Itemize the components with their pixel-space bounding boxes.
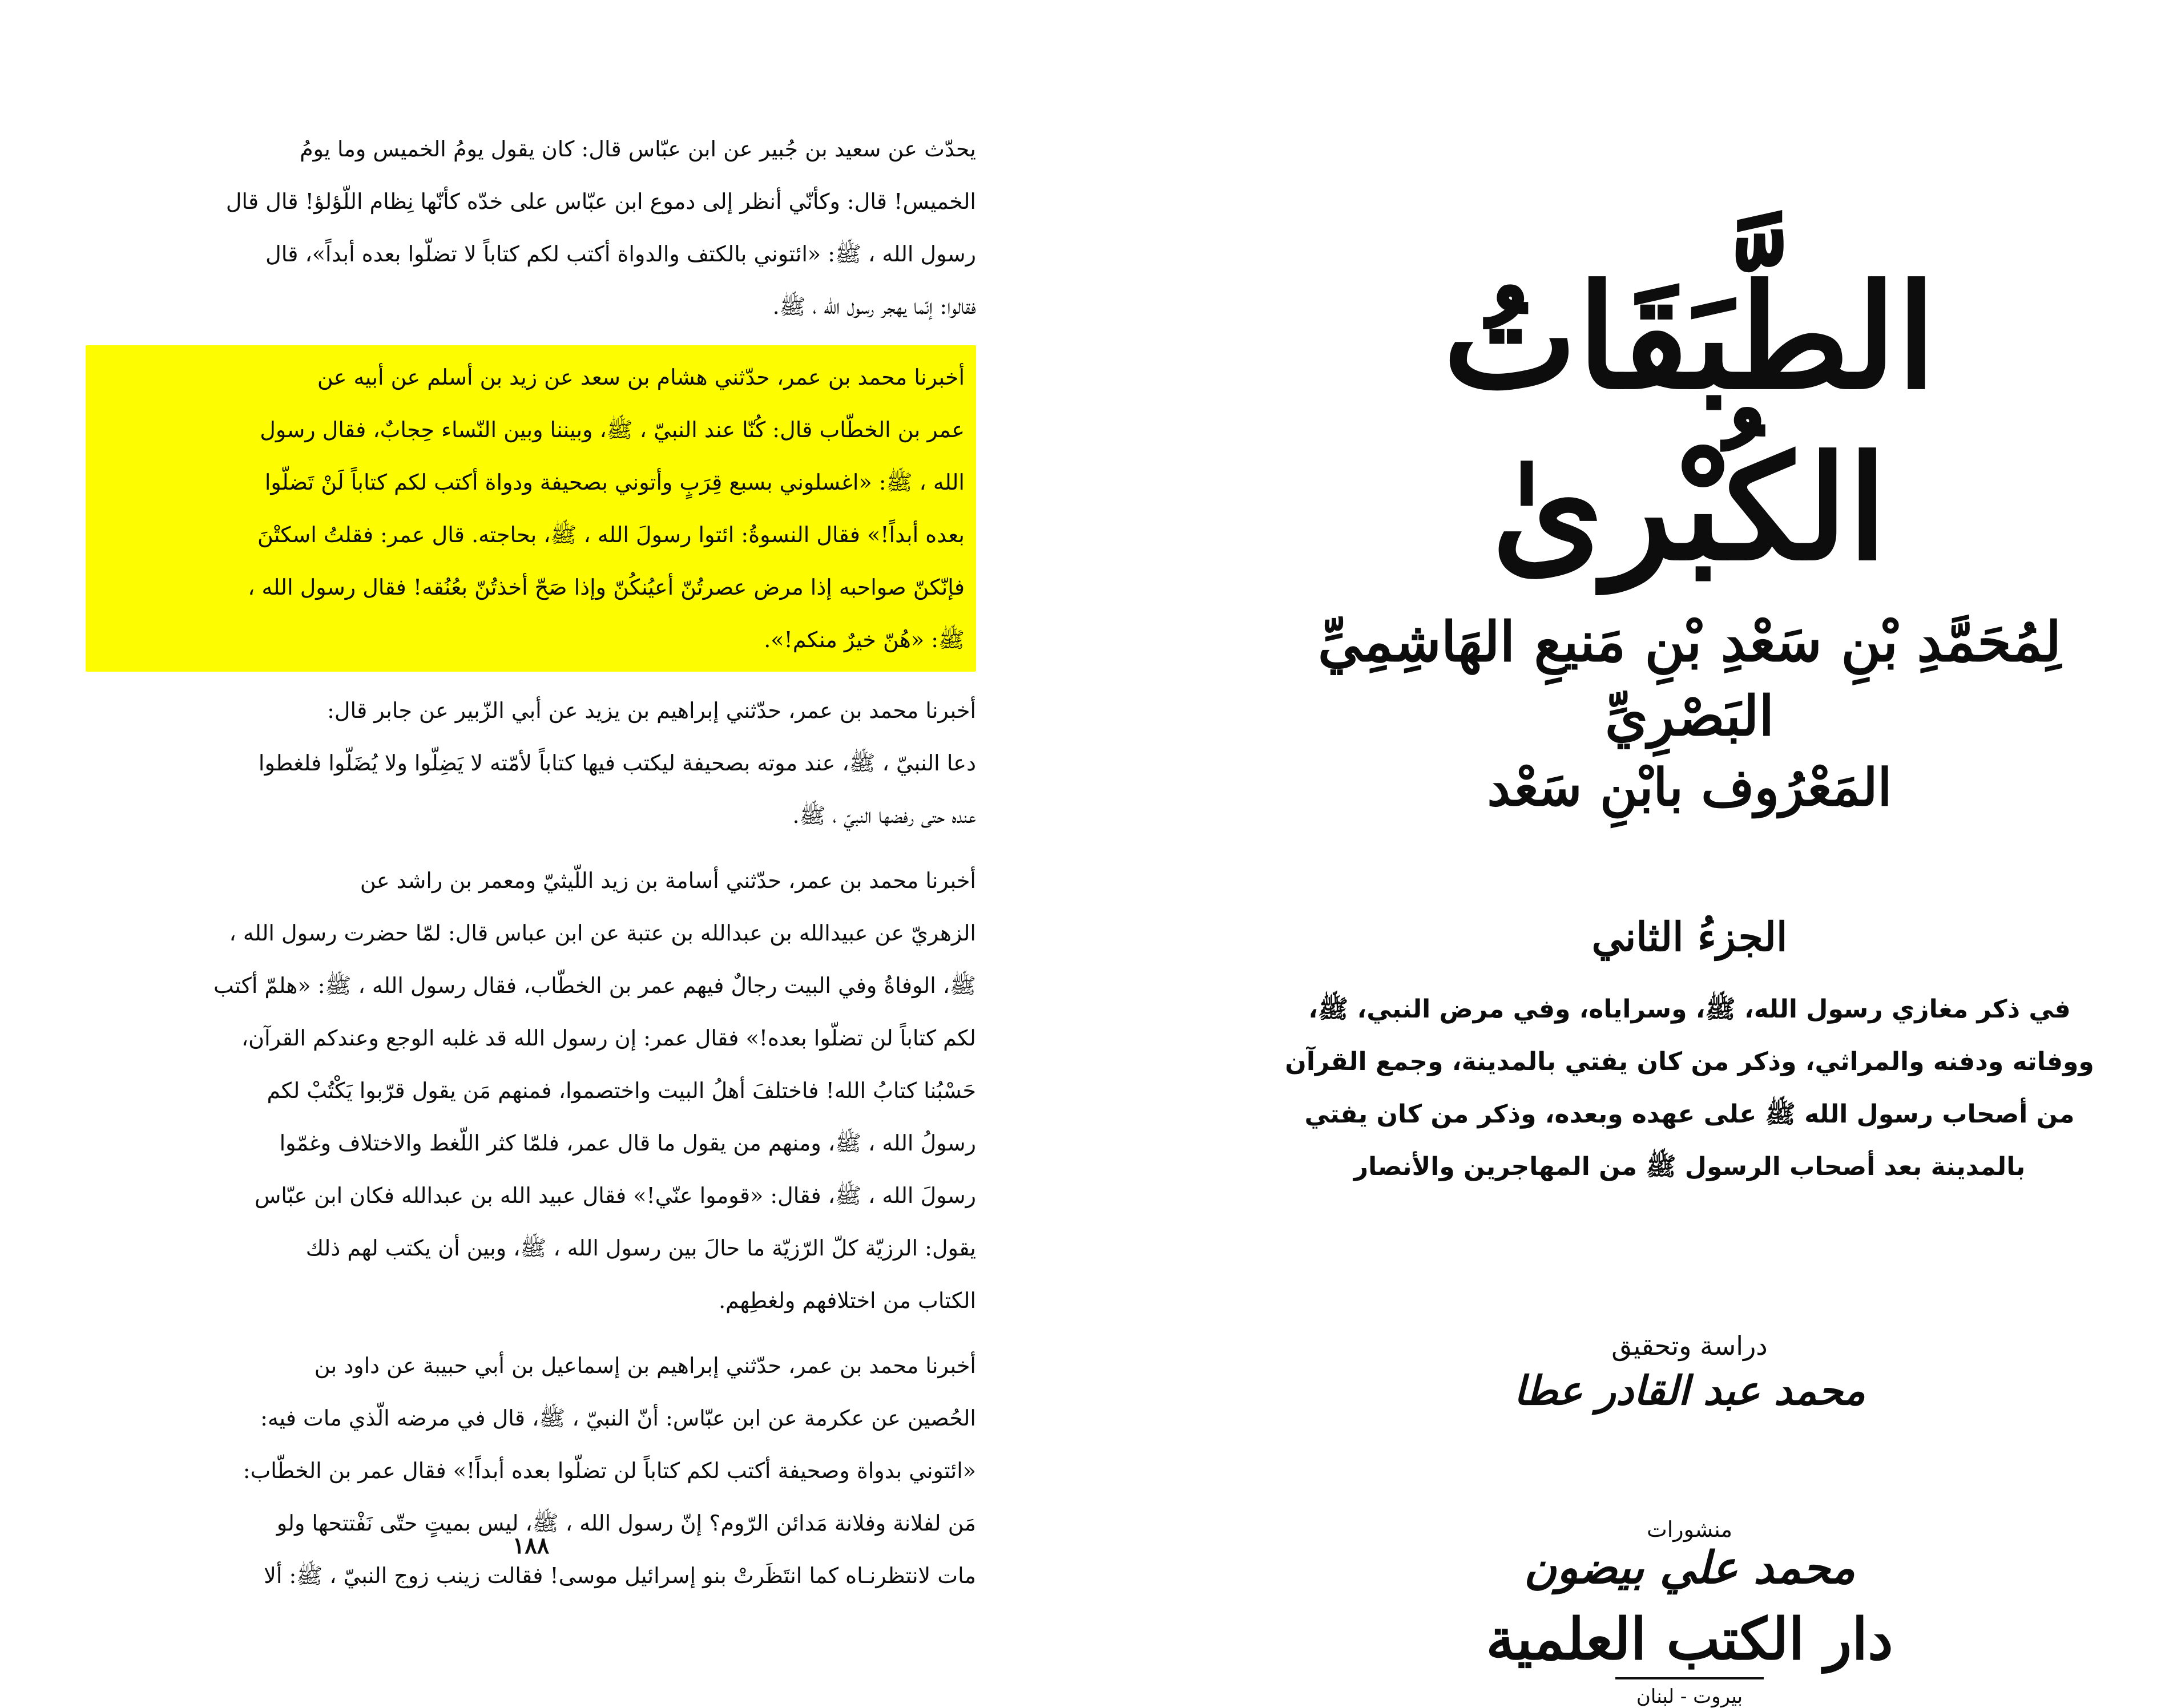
text-line: دعا النبيّ ، ﷺ، عند موته بصحيفة ليكتب فيها كتاباً لأمّته لا يَضِلّوا ولا يُضَلّوا فلغطوا xyxy=(258,750,976,776)
text-line: بعده أبداً!» فقال النسوةُ: ائتوا رسولَ الله ، ﷺ، بحاجته. قال عمر: فقلتُ اسكتْنَ xyxy=(257,522,965,547)
paragraph-5 xyxy=(86,1339,976,1602)
text-line: عمر بن الخطّاب قال: كُنّا عند النبيّ ، ﷺ، وبيننا وبين النّساء حِجابٌ، فقال رسول xyxy=(260,417,965,442)
left-page xyxy=(86,123,976,1588)
volume-label: الجزءُ الثاني xyxy=(1591,913,1788,960)
author-known-as: المَعْرُوف بابْنِ سَعْد xyxy=(1487,757,1892,818)
text-line: فقالوا: إنّما يهجر رسول الله ، ﷺ. xyxy=(772,294,976,319)
text-line: أخبرنا محمد بن عمر، حدّثني إبراهيم بن يزيد عن أبي الزّبير عن جابر قال: xyxy=(327,698,976,723)
paragraph-4 xyxy=(86,854,976,1327)
publications-label: منشورات xyxy=(1646,1517,1733,1542)
text-line: يحدّث عن سعيد بن جُبير عن ابن عبّاس قال: كان يقول يومُ الخميس وما يومُ xyxy=(300,136,976,161)
text-line: الحُصين عن عكرمة عن ابن عبّاس: أنّ النبيّ ، ﷺ، قال في مرضه الّذي مات فيه: xyxy=(260,1406,976,1431)
text-line: رسول الله ، ﷺ: «ائتوني بالكتف والدواة أكتب لكم كتاباً لا تضلّوا بعده أبداً»، قال xyxy=(265,241,976,267)
text-line: لكم كتاباً لن تضلّوا بعده!» فقال عمر: إن رسول الله قد غلبه الوجع وعندكم القرآن، xyxy=(241,1025,976,1051)
text-line: ﷺ، الوفاةُ وفي البيت رجالٌ فيهم عمر بن الخطّاب، فقال رسول الله ، ﷺ: «هلمّ أكتب xyxy=(213,973,976,998)
book-title: الطَّبَقَاتُ الكُبْرىٰ xyxy=(1442,253,1937,592)
text-line: يقول: الرزيّة كلّ الرّزيّة ما حالَ بين رسول الله ، ﷺ، وبين أن يكتب لهم ذلك xyxy=(305,1235,976,1261)
text-line: الكتاب من اختلافهم ولغطِهم. xyxy=(719,1288,976,1313)
contents-line: بالمدينة بعد أصحاب الرسول ﷺ من المهاجرين والأنصار xyxy=(1353,1152,2026,1181)
highlighted-paragraph xyxy=(86,345,976,672)
editor-name: محمد عبد القادر عطا xyxy=(1514,1367,1865,1414)
divider xyxy=(1615,1677,1764,1679)
text-line: رسولَ الله ، ﷺ، فقال: «قوموا عنّي!» فقال عبيد الله بن عبدالله فكان ابن عبّاس xyxy=(254,1183,976,1208)
text-line: حَسْبُنا كتابُ الله! فاختلفَ أهلُ البيت واختصموا، فمنهم مَن يقول قرّبوا يَكْتُبْ لكم xyxy=(267,1078,976,1103)
text-line: الزهريّ عن عبيدالله بن عبدالله بن عتبة عن ابن عباس قال: لمّا حضرت رسول الله ، xyxy=(229,920,976,946)
text-line: أخبرنا محمد بن عمر، حدّثني هشام بن سعد عن زيد بن أسلم عن أبيه عن xyxy=(317,365,965,390)
page-number: ١٨٨ xyxy=(512,1532,550,1559)
text-line: فإنّكنّ صواحبه إذا مرض عصرتُنّ أعيُنكُنّ وإذا صَحّ أخذتُنّ بعُنُقه! فقال رسول الله ، xyxy=(248,575,965,600)
publisher-house: دار الكتب العلمية xyxy=(1486,1605,1893,1673)
publisher-person: محمد علي بيضون xyxy=(1523,1542,1856,1594)
contents-line: ووفاته ودفنه والمراثي، وذكر من كان يفتي بالمدينة، وجمع القرآن xyxy=(1285,1047,2094,1076)
author-name: لِمُحَمَّدِ بْنِ سَعْدِ بْنِ مَنيعِ الهَاشِمِيِّ البَصْرِيِّ xyxy=(1317,609,2062,748)
hadith-text-column xyxy=(86,123,976,1602)
contents-line: في ذكر مغازي رسول الله، ﷺ، وسراياه، وفي مرض النبي، ﷺ، xyxy=(1308,995,2071,1024)
text-line: رسولُ الله ، ﷺ، ومنهم من يقول ما قال عمر، فلمّا كثر اللّغط والاختلاف وغمّوا xyxy=(279,1130,976,1156)
study-label: دراسة وتحقيق xyxy=(1611,1330,1768,1361)
contents-line: من أصحاب رسول الله ﷺ على عهده وبعده، وذكر من كان يفتي xyxy=(1304,1100,2075,1129)
text-line: عنده حتى رفضها النبيّ ، ﷺ. xyxy=(792,803,976,828)
contents-description xyxy=(1244,983,2135,1193)
text-line: الله ، ﷺ: «اغسلوني بسبع قِرَبٍ وأتوني بصحيفة ودواة أكتب لكم كتاباً لَنْ تَضلّوا xyxy=(264,470,965,495)
text-line: أخبرنا محمد بن عمر، حدّثني أسامة بن زيد اللّيثيّ ومعمر بن راشد عن xyxy=(360,868,976,893)
text-line: «ائتوني بدواة وصحيفة أكتب لكم كتاباً لن تضلّوا بعده أبداً!» فقال عمر بن الخطّاب: xyxy=(243,1458,976,1483)
title-page xyxy=(1244,251,2135,1708)
publisher-place: بيروت - لبنان xyxy=(1636,1685,1743,1708)
text-line: مات لانتظرنـاه كما انتَظَرتْ بنو إسرائيل موسى! فقالت زينب زوج النبيّ ، ﷺ: ألا xyxy=(264,1563,976,1588)
paragraph-1 xyxy=(86,123,976,333)
text-line: أخبرنا محمد بن عمر، حدّثني إبراهيم بن إسماعيل بن أبي حبيبة عن داود بن xyxy=(314,1353,976,1378)
text-line: مَن لفلانة وفلانة مَدائن الرّوم؟ إنّ رسول الله ، ﷺ، ليس بميتٍ حتّى نَفْتتحها ولو xyxy=(276,1511,976,1536)
text-line: الخميس! قال: وكأنّي أنظر إلى دموع ابن عبّاس على خدّه كأنّها نِظام اللّؤلؤ! قال قال xyxy=(225,189,976,214)
paragraph-3 xyxy=(86,684,976,842)
text-line: ﷺ: «هُنّ خيرٌ منكم!». xyxy=(764,627,965,652)
